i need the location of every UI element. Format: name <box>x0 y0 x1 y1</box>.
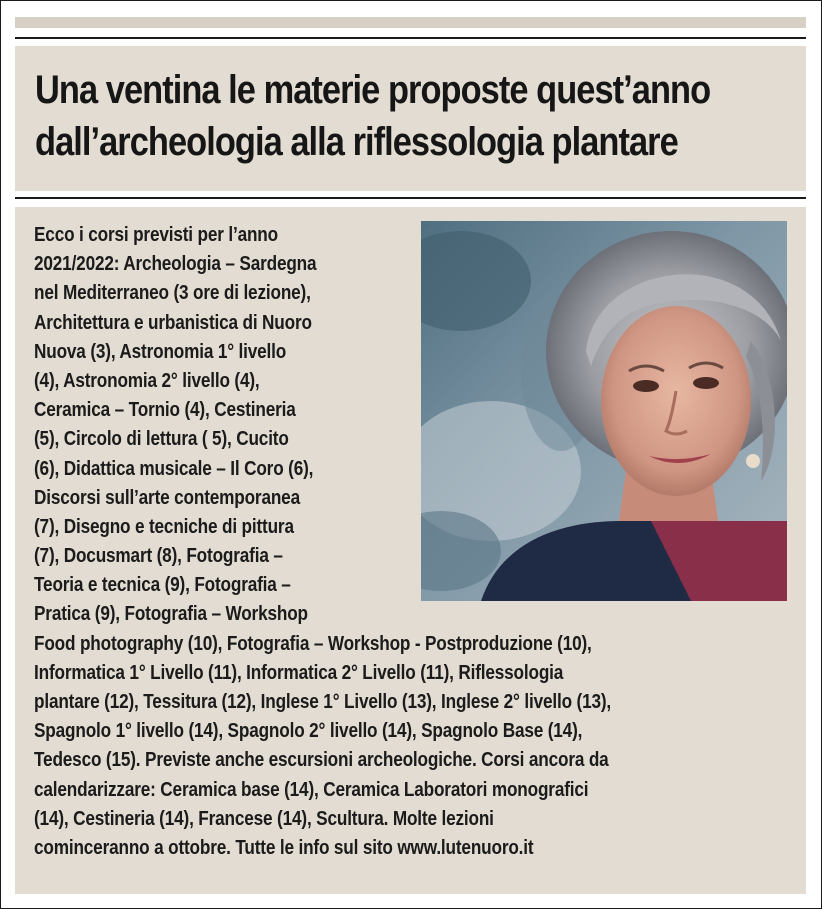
text-line: Informatica 1° Livello (11), Informatica 2° Livello (11), Riflessologia <box>34 661 564 684</box>
headline-line-2: dall’archeologia alla riflessologia plantare <box>35 120 678 164</box>
text-line: Ecco i corsi previsti per l’anno <box>34 224 278 246</box>
top-decor-band <box>15 17 806 28</box>
text-line: plantare (12), Tessitura (12), Inglese 1° Livello (13), Inglese 2° livello (13), <box>34 691 612 713</box>
text-line: Nuova (3), Astronomia 1° livello <box>34 340 287 363</box>
text-line: Food photography (10), Fotografia – Workshop - Postproduzione (10), <box>34 632 592 655</box>
text-line: (5), Circolo di lettura ( 5), Cucito <box>34 428 289 451</box>
text-line: (4), Astronomia 2° livello (4), <box>34 369 260 392</box>
mid-rule <box>15 197 806 199</box>
text-line: Tedesco (15). Previste anche escursioni archeologiche. Corsi ancora da <box>34 749 609 772</box>
article-body-box <box>15 207 806 894</box>
text-line: Spagnolo 1° livello (14), Spagnolo 2° livello (14), Spagnolo Base (14), <box>34 720 583 743</box>
text-line: Architettura e urbanistica di Nuoro <box>34 311 312 334</box>
text-line: (7), Disegno e tecniche di pittura <box>34 515 294 538</box>
text-line: (7), Docusmart (8), Fotografia – <box>34 545 283 568</box>
text-line: Teoria e tecnica (9), Fotografia – <box>34 574 291 597</box>
text-line: (6), Didattica musicale – Il Coro (6), <box>34 457 314 480</box>
text-line: 2021/2022: Archeologia – Sardegna <box>34 253 317 276</box>
text-line: Discorsi sull’arte contemporanea <box>34 486 300 509</box>
text-line: Ceramica – Tornio (4), Cestineria <box>34 399 296 422</box>
headline <box>35 64 710 168</box>
text-line: calendarizzare: Ceramica base (14), Ceramica Laboratori monografici <box>34 778 589 801</box>
article-text <box>34 221 722 863</box>
top-rule <box>15 37 806 39</box>
text-line: (14), Cestineria (14), Francese (14), Scultura. Molte lezioni <box>34 807 494 830</box>
text-line: Pratica (9), Fotografia – Workshop <box>34 603 308 626</box>
text-line: nel Mediterraneo (3 ore di lezione), <box>34 282 311 305</box>
headline-line-1: Una ventina le materie proposte quest’anno <box>35 68 711 112</box>
headline-box <box>15 46 806 191</box>
text-line: cominceranno a ottobre. Tutte le info sul sito www.lutenuoro.it <box>34 836 534 859</box>
